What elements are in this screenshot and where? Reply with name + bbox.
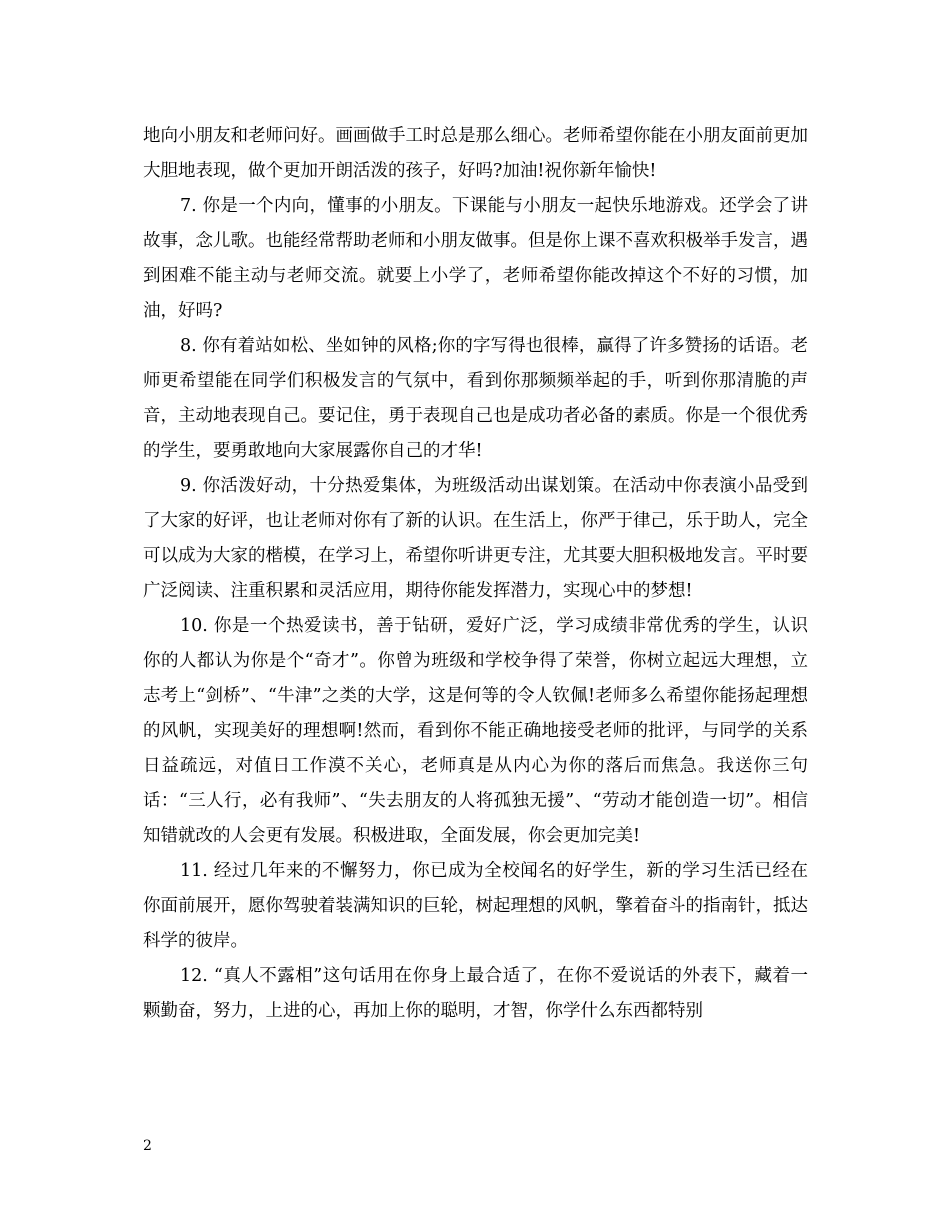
- paragraph-comment-7: 7. 你是一个内向，懂事的小朋友。下课能与小朋友一起快乐地游戏。还学会了讲故事，念儿歌。也能经常帮助老师和小朋友做事。但是你上课不喜欢积极举手发言，遇到困难不能主动与老师交流。就要上小学了，老师希望你能改掉这个不好的习惯，加油，好吗?: [143, 196, 808, 321]
- paragraph-continuation: 地向小朋友和老师问好。画画做手工时总是那么细心。老师希望你能在小朋友面前更加大胆地表现，做个更加开朗活泼的孩子，好吗?加油!祝你新年愉快!: [143, 126, 808, 181]
- body-text: [143, 119, 808, 1029]
- page-number: 2: [143, 1138, 152, 1154]
- paragraph-comment-9: 9. 你活泼好动，十分热爱集体，为班级活动出谋划策。在活动中你表演小品受到了大家的好评，也让老师对你有了新的认识。在生活上，你严于律己，乐于助人，完全可以成为大家的楷模，在学习上，希望你听讲更专注，尤其要大胆积极地发言。平时要广泛阅读、注重积累和灵活应用，期待你能发挥潜力，实现心中的梦想!: [143, 476, 808, 601]
- paragraph-comment-8: 8. 你有着站如松、坐如钟的风格;你的字写得也很棒，赢得了许多赞扬的话语。老师更希望能在同学们积极发言的气氛中，看到你那频频举起的手，听到你那清脆的声音，主动地表现自己。要记住，勇于表现自己也是成功者必备的素质。你是一个很优秀的学生，要勇敢地向大家展露你自己的才华!: [143, 336, 808, 461]
- paragraph-comment-11: 11. 经过几年来的不懈努力，你已成为全校闻名的好学生，新的学习生活已经在你面前展开，愿你驾驶着装满知识的巨轮，树起理想的风帆，擎着奋斗的指南针，抵达科学的彼岸。: [143, 861, 808, 951]
- paragraph-comment-12: 12. “真人不露相”这句话用在你身上最合适了，在你不爱说话的外表下，藏着一颗勤奋，努力，上进的心，再加上你的聪明，才智，你学什么东西都特别: [143, 966, 808, 1021]
- paragraph-comment-10: 10. 你是一个热爱读书，善于钻研，爱好广泛，学习成绩非常优秀的学生，认识你的人都认为你是个“奇才”。你曾为班级和学校争得了荣誉，你树立起远大理想，立志考上“剑桥”、“牛津”之类的大学，这是何等的令人钦佩!老师多么希望你能扬起理想的风帆，实现美好的理想啊!然而，看到你不能正确地接受老师的批评，与同学的关系日益疏远，对值日工作漠不关心，老师真是从内心为你的落后而焦急。我送你三句话：“三人行，必有我师”、“失去朋友的人将孤独无援”、“劳动才能创造一切”。相信知错就改的人会更有发展。积极进取，全面发展，你会更加完美!: [143, 616, 808, 846]
